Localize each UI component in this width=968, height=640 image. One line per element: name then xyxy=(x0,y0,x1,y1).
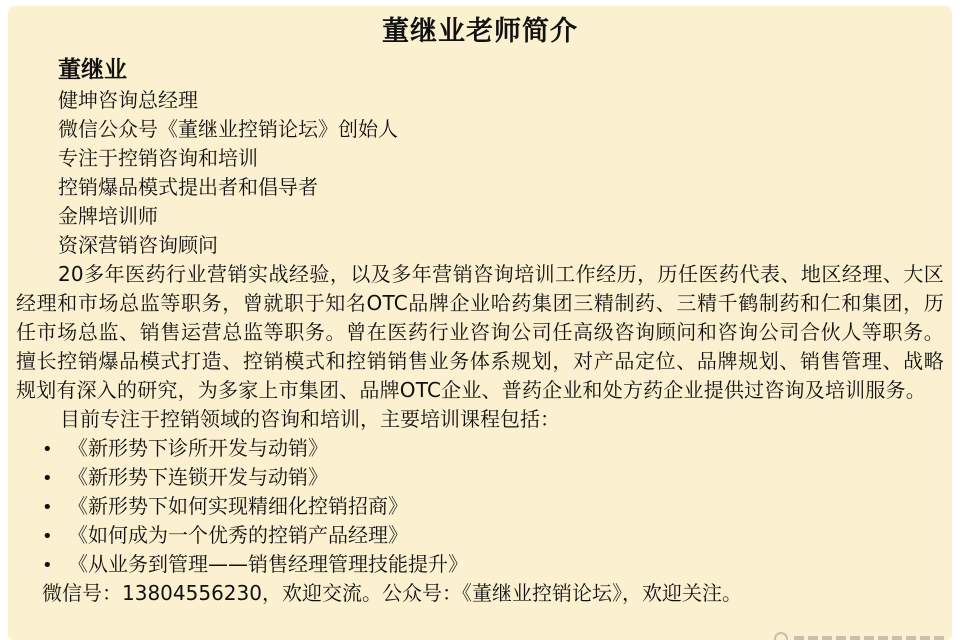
role-item: 金牌培训师 xyxy=(58,204,158,228)
role-item: 微信公众号《董继业控销论坛》创始人 xyxy=(58,117,398,141)
course-item xyxy=(42,463,952,492)
roles-list xyxy=(58,86,952,260)
role-item: 控销爆品模式提出者和倡导者 xyxy=(58,175,318,199)
watermark-text-mark xyxy=(794,636,944,640)
courses-list xyxy=(42,434,952,579)
bullet-icon: • xyxy=(42,526,53,547)
bio-paragraph: 20多年医药行业营销实战经验，以及多年营销咨询培训工作经历，历任医药代表、地区经理、大区经理和市场总监等职务，曾就职于知名OTC品牌企业哈药集团三精制药、三精千鹤制药和仁和集团，历任市场总监、销售运营总监等职务。曾在医药行业咨询公司任高级咨询顾问和咨询公司合伙人等职务。擅长控销爆品模式打造、控销模式和控销销售业务体系规划，对产品定位、品牌规划、销售管理、战略规划有深入的研究，为多家上市集团、品牌OTC企业、普药企业和处方药企业提供过咨询及培训服务。 xyxy=(16,262,944,402)
watermark-circle-icon xyxy=(774,632,788,640)
course-title: 《如何成为一个优秀的控销产品经理》 xyxy=(68,523,408,547)
course-item xyxy=(42,434,952,463)
page-title: 董继业老师简介 xyxy=(382,16,578,47)
bullet-icon: • xyxy=(42,497,53,518)
content xyxy=(8,6,952,608)
intro-panel xyxy=(8,6,952,640)
bullet-icon: • xyxy=(42,439,53,460)
course-title: 《新形势下连锁开发与动销》 xyxy=(68,465,328,489)
course-item xyxy=(42,550,952,579)
course-item xyxy=(42,521,952,550)
contact-line: 微信号：13804556230，欢迎交流。公众号：《董继业控销论坛》，欢迎关注。 xyxy=(42,581,742,605)
course-title: 《新形势下如何实现精细化控销招商》 xyxy=(68,494,408,518)
course-title: 《从业务到管理——销售经理管理技能提升》 xyxy=(68,552,468,576)
teacher-name: 董继业 xyxy=(58,57,127,83)
course-title: 《新形势下诊所开发与动销》 xyxy=(68,436,328,460)
role-item: 资深营销咨询顾问 xyxy=(58,233,218,257)
role-item: 健坤咨询总经理 xyxy=(58,88,198,112)
bullet-icon: • xyxy=(42,468,53,489)
watermark-logo-icon xyxy=(774,626,944,640)
role-item: 专注于控销咨询和培训 xyxy=(58,146,258,170)
courses-intro: 目前专注于控销领域的咨询和培训，主要培训课程包括： xyxy=(60,407,560,431)
bullet-icon: • xyxy=(42,555,53,576)
course-item xyxy=(42,492,952,521)
